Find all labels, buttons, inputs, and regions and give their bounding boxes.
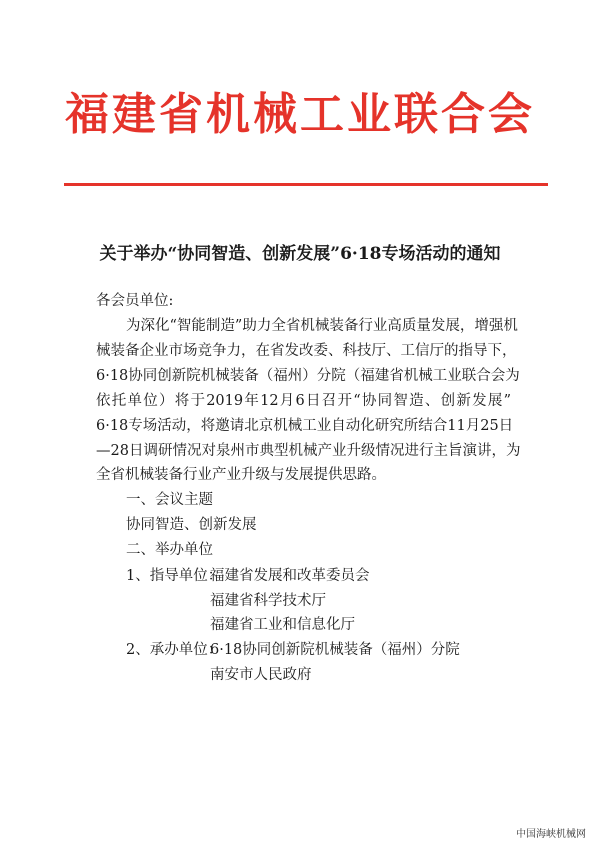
body-line: 为深化“智能制造”助力全省机械装备行业高质量发展，增强机: [126, 318, 518, 334]
watermark-credit: 中国海峡机械网: [516, 829, 586, 840]
section-heading: 二、举办单位: [126, 542, 213, 558]
body-line: 械装备企业市场竞争力，在省发改委、科技厅、工信厅的指导下，: [96, 343, 517, 359]
guide-unit: 福建省发展和改革委员会: [210, 568, 370, 584]
notice-title: 关于举办“协同智造、创新发展”6·18专场活动的通知: [99, 244, 501, 264]
body-line: —28日调研情况对泉州市典型机械产业升级情况进行主旨演讲，为: [96, 443, 521, 459]
body-line: 6·18协同创新院机械装备（福州）分院（福建省机械工业联合会为: [96, 368, 520, 384]
section-heading: 一、会议主题: [126, 492, 213, 508]
body-line: 6·18专场活动，将邀请北京机械工业自动化研究所结合11月25日: [96, 418, 514, 434]
body-line: 全省机械装备行业产业升级与发展提供思路。: [96, 467, 386, 483]
salutation: 各会员单位:: [96, 293, 174, 309]
host-unit: 南安市人民政府: [210, 667, 312, 683]
guide-label: 1、指导单位：: [126, 568, 223, 584]
body-line: 依托单位）将于2019年12月6日召开“协同智造、创新发展”: [96, 393, 511, 409]
header-divider: [64, 183, 548, 186]
host-label: 2、承办单位：: [126, 642, 223, 658]
organization-header: 福建省机械工业联合会: [65, 89, 535, 140]
guide-unit: 福建省科学技术厅: [210, 593, 326, 609]
guide-unit: 福建省工业和信息化厅: [210, 617, 355, 633]
section-content: 协同智造、创新发展: [126, 517, 257, 533]
host-unit: 6·18协同创新院机械装备（福州）分院: [210, 642, 460, 658]
